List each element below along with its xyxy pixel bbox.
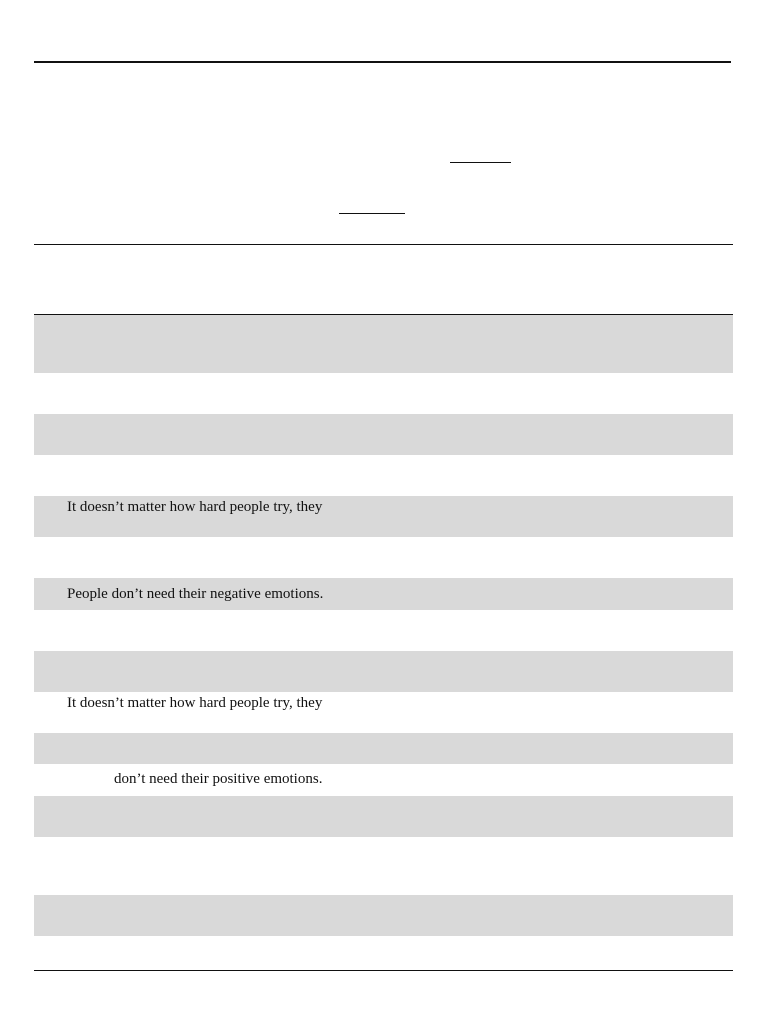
top-rule <box>34 61 731 63</box>
table-item-text: It doesn’t matter how hard people try, they <box>67 695 323 711</box>
underline-blank-1 <box>450 162 511 163</box>
table-row-shaded <box>34 733 733 764</box>
table-item-text: It doesn’t matter how hard people try, they <box>67 499 323 515</box>
table-item-text: don’t need their positive emotions. <box>114 771 323 787</box>
table-item-text: People don’t need their negative emotions. <box>67 586 324 602</box>
table-row-shaded <box>34 651 733 692</box>
underline-blank-2 <box>339 213 405 214</box>
table-row-shaded <box>34 414 733 455</box>
table-top-rule <box>34 244 733 245</box>
table-row-shaded <box>34 315 733 373</box>
table-row-shaded <box>34 796 733 837</box>
table-bottom-rule <box>34 970 733 971</box>
table-row-shaded <box>34 895 733 936</box>
